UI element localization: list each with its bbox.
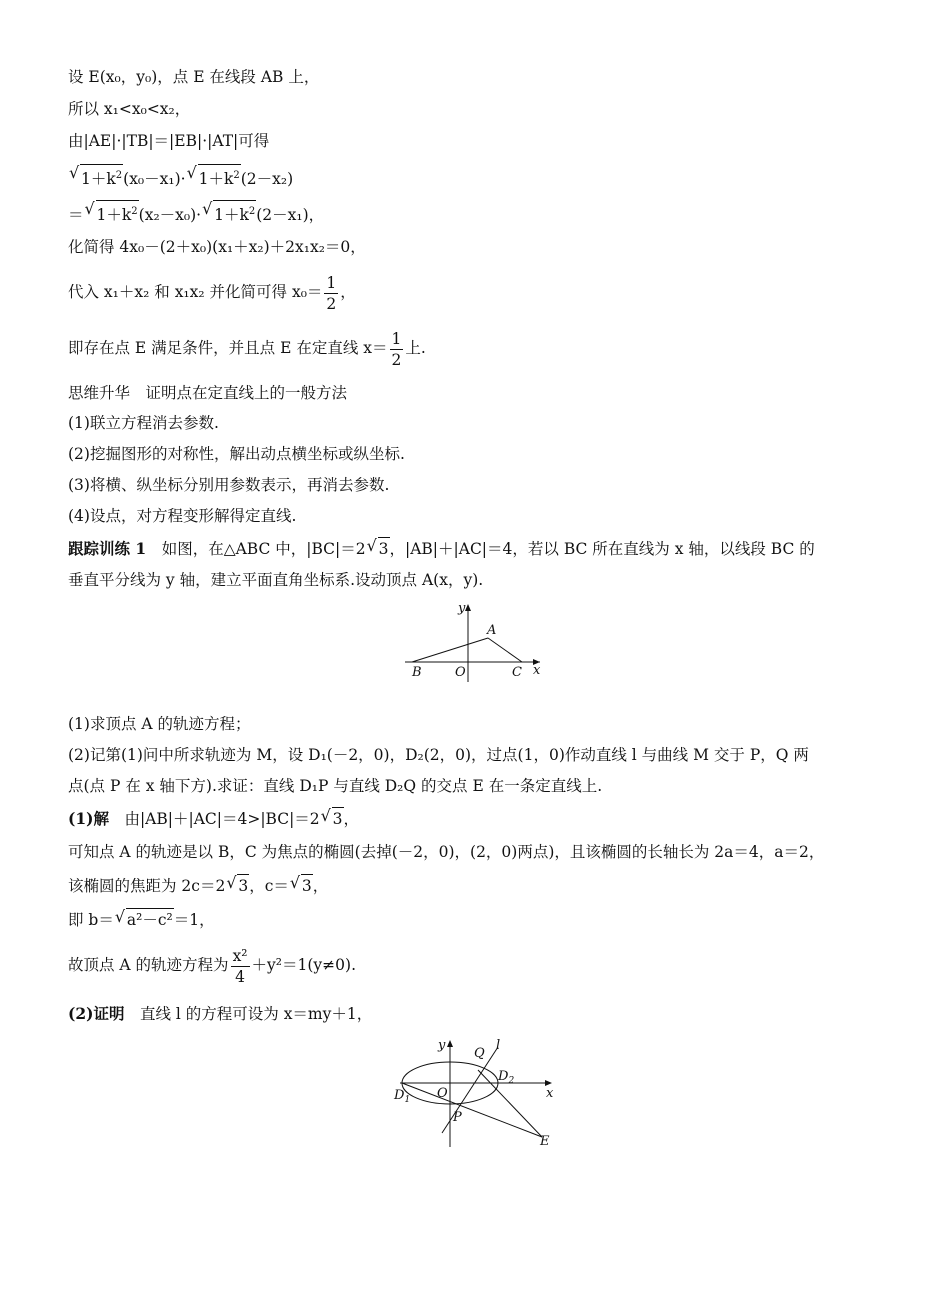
sqrt-term: 1＋k (198, 170, 234, 188)
exercise-line-2: 垂直平分线为 y 轴，建立平面直角坐标系.设动顶点 A(x，y). (68, 571, 484, 589)
label-Q: Q (474, 1046, 485, 1061)
label-x: x (546, 1086, 554, 1101)
line-text: ， (340, 283, 356, 301)
label-l: l (496, 1038, 501, 1053)
numerator: 1 (326, 273, 337, 292)
factor-text: (2－x₁)， (256, 206, 325, 224)
line-text: ，c＝ (249, 877, 289, 895)
sqrt-term: 1＋k (96, 206, 132, 224)
line-text: ， (312, 877, 329, 895)
question-2-line-1: (2)记第(1)问中所求轨迹为 M，设 D₁(－2，0)，D₂(2，0)，过点(1，0)作动直线 l 与曲线 M 交于 P，Q 两 (68, 746, 809, 764)
line-text: 故顶点 A 的轨迹方程为 (68, 956, 229, 974)
denominator: 4 (235, 967, 245, 986)
label-x: x (533, 663, 541, 678)
label-D1 (393, 1088, 410, 1105)
line-text: 即存在点 E 满足条件，并且点 E 在定直线 x＝ (68, 339, 388, 357)
sqrt-term: 1＋k (214, 206, 249, 224)
fraction-x2-over-4 (231, 946, 250, 987)
exercise-label: 跟踪训练 1 (68, 539, 147, 558)
solution-label: (1)解 (68, 809, 109, 828)
denominator: 2 (326, 294, 337, 313)
factor-text: (2－x₂) (240, 170, 294, 188)
fraction-one-half (324, 273, 338, 314)
solution-line-1 (68, 807, 359, 830)
solution-line-3 (68, 874, 328, 897)
line-text: 如图，在△ABC 中，|BC|＝2 (146, 540, 366, 558)
numerator: x² (232, 946, 248, 965)
label-D2-sub: 2 (508, 1076, 515, 1086)
text-line-6: 化简得 4x₀－(2＋x₀)(x₁＋x₂)＋2x₁x₂＝0， (68, 238, 366, 256)
numerator: 1 (391, 329, 402, 348)
text-line-4: √ $1+k^2(x_0-x_1)\cdot√$ $1+k^2(2-x_2)$ (68, 164, 293, 190)
line-text: ， (343, 810, 360, 828)
proof-label: (2)证明 (68, 1004, 125, 1023)
text-line-7 (68, 270, 356, 314)
line-text: ＝1， (173, 911, 215, 929)
solution-line-5 (68, 942, 356, 988)
label-C: C (512, 665, 522, 680)
solution-line-2: 可知点 A 的轨迹是以 B，C 为焦点的椭圆(去掉(－2，0)，(2，0)两点)，且该椭圆的长轴长为 2a＝4，a＝2， (68, 843, 825, 861)
denominator: 2 (391, 350, 402, 369)
line-text: 即 b＝ (68, 911, 114, 929)
sqrt-term: √ 3 (378, 537, 390, 560)
label-P: P (453, 1110, 462, 1125)
solution-line-4 (68, 908, 215, 931)
label-D1-letter: D (394, 1088, 405, 1103)
line-text: 代入 x₁＋x₂ 和 x₁x₂ 并化简可得 x₀＝ (68, 283, 323, 301)
text-line-8 (68, 326, 426, 370)
line-text: 由|AB|＋|AC|＝4>|BC|＝2 (108, 810, 320, 828)
label-O: O (437, 1086, 448, 1101)
segment-BA (412, 638, 488, 662)
line-text: 上. (405, 339, 426, 357)
label-y: y (438, 1038, 446, 1053)
segment-AC (488, 638, 522, 662)
label-D1-sub: 1 (404, 1095, 411, 1105)
question-2-line-2: 点(点 P 在 x 轴下方).求证：直线 D₁P 与直线 D₂Q 的交点 E 在一条定直线上. (68, 777, 603, 795)
sqrt-term: √ 3 (301, 874, 313, 897)
text-line-3: 由|AE|·|TB|＝|EB|·|AT|可得 (68, 132, 270, 150)
fraction-one-half (390, 329, 404, 370)
label-D2 (497, 1069, 514, 1086)
text-line-5: ＝√ $1+k^2(x_2-x_0)\cdot√$ $1+k^2(2-x_1)$， (68, 200, 324, 226)
sqrt-term: √ 3 (332, 807, 344, 830)
exercise-line-1 (68, 537, 815, 560)
text-line-2: 所以 x₁<x₀<x₂， (68, 100, 191, 118)
line-text: ＋y²＝1(y≠0). (251, 956, 356, 974)
label-D2-letter: D (498, 1069, 509, 1084)
sqrt-term: √ a²－c² (126, 908, 174, 931)
factor-text: (x₀－x₁)· (123, 170, 186, 188)
ellipse-figure (390, 1035, 565, 1155)
y-axis-arrow (465, 604, 471, 611)
method-item-2: (2)挖掘图形的对称性，解出动点横坐标或纵坐标. (68, 445, 405, 463)
line-text: 直线 l 的方程可设为 x＝my＋1， (124, 1005, 373, 1023)
line-text: 该椭圆的焦距为 2c＝2 (68, 877, 226, 895)
text-line-1: 设 E(x₀，y₀)，点 E 在线段 AB 上， (68, 68, 320, 86)
label-B: B (412, 665, 422, 680)
line-D1P (402, 1083, 542, 1137)
label-O: O (455, 665, 466, 680)
question-1: (1)求顶点 A 的轨迹方程； (68, 715, 251, 733)
y-axis-arrow (447, 1040, 453, 1047)
equals-sign: ＝ (68, 206, 84, 224)
line-text: ，|AB|＋|AC|＝4，若以 BC 所在直线为 x 轴，以线段 BC 的 (389, 540, 815, 558)
method-item-3: (3)将横、纵坐标分别用参数表示，再消去参数. (68, 476, 390, 494)
factor-text: (x₂－x₀)· (138, 206, 202, 224)
triangle-figure (400, 600, 550, 685)
label-E: E (540, 1134, 550, 1149)
label-A: A (487, 623, 497, 638)
sqrt-term: 1＋k (81, 170, 116, 188)
sqrt-term: √ 3 (237, 874, 249, 897)
method-item-4: (4)设点，对方程变形解得定直线. (68, 507, 297, 525)
label-y: y (458, 601, 466, 616)
method-heading: 思维升华 证明点在定直线上的一般方法 (68, 384, 348, 402)
method-item-1: (1)联立方程消去参数. (68, 414, 219, 432)
proof-line-1 (68, 1003, 372, 1025)
